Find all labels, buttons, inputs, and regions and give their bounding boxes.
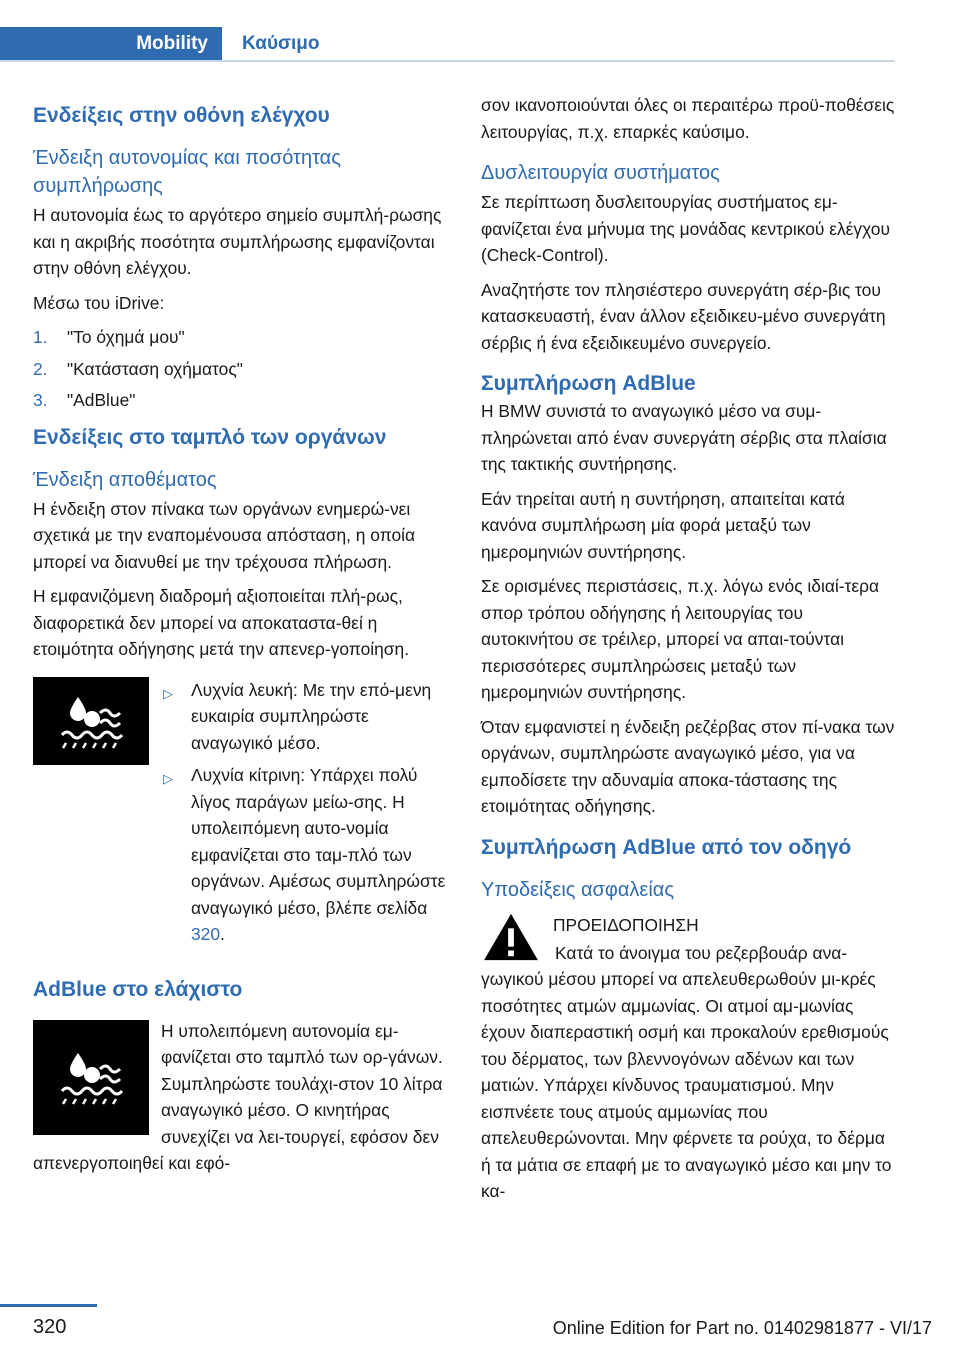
heading-malfunction: Δυσλειτουργία συστήματος [481, 162, 720, 184]
text-idrive: Μέσω του iDrive: [33, 292, 165, 313]
adblue-warning-lamp-icon [33, 677, 149, 765]
text-refill-3: Σε ορισμένες περιστάσεις, π.χ. λόγω ενός ιδιαί-τερα σπορ τρόπου οδήγησης ή λειτουργίας του αυτοκινήτου σε τρέιλερ, μπορεί να απαι-τούνται περισσότερες συμπληρώσεις μεταξύ των ημερομηνιών συντήρησης. [481, 576, 880, 702]
heading-tank: Ένδειξη αποθέματος [33, 468, 217, 491]
text-tank-2: Η εμφανιζόμενη διαδρομή αξιοποιείται πλή-ρως, διαφορετικά δεν μπορεί να αποκαταστα-θεί η ετοιμότητα οδήγησης μετά την απενερ-γοποίηση. [33, 586, 410, 659]
text-malf-2: Αναζητήστε τον πλησιέστερο συνεργάτη σέρ-βις του κατασκευαστή, έναν άλλον εξειδικευ-μένο συνεργάτη σέρβις ή ένα εξειδικευμένο συνεργείο. [481, 279, 886, 353]
edition-footer: Online Edition for Part no. 01402981877 - VI/17 [552, 1318, 932, 1338]
warning-title: ΠΡΟΕΙΔΟΠΟΙΗΣΗ [553, 914, 699, 935]
tab-fuel[interactable]: Καύσιμο [242, 33, 320, 54]
text-refill-2: Εάν τηρείται αυτή η συντήρηση, απαιτείται κατά κανόνα συμπλήρωση μία φορά μεταξύ των ημερομηνιών συντήρησης. [481, 488, 845, 562]
text-refill-4: Όταν εμφανιστεί η ένδειξη ρεζέρβας στον πί-νακα των οργάνων, συμπληρώστε αναγωγικό μέσο, για να εμποδίσετε την αδυναμία αποκα-τάστασης της ετοιμότητας οδήγησης. [481, 716, 895, 816]
min-block [33, 1018, 453, 1185]
warning-triangle-icon [481, 912, 541, 962]
text-range: Η αυτονομία έως το αργότερο σημείο συμπλή-ρωσης και η ακριβής ποσότητα συμπλήρωσης εμφανίζονται στην οθόνη ελέγχου. [33, 205, 442, 278]
text-refill-1: Η BMW συνιστά το αναγωγικό μέσο να συμ-πληρώνεται από έναν συνεργάτη σέρβις στα πλαίσια της τακτικής συντήρησης. [481, 401, 887, 474]
list-item: 1. "Το όχημά μου" [33, 327, 185, 347]
text-min: Η υπολειπόμενη αυτονομία εμ-φανίζεται στο ταμπλό των ορ-γάνων. Συμπληρώστε τουλάχι-στον 10 λίτρα αναγωγικό μέσο. Ο κινητήρας συνεχίζει να λει-τουργεί, εφόσον δεν απενεργοποιηθεί και εφό- [33, 1020, 443, 1173]
triangle-bullet-icon: ▷ [163, 771, 173, 786]
text-continued: σον ικανοποιούνται όλες οι περαιτέρω προϋ-ποθέσεις λειτουργίας, π.χ. επαρκές καύσιμο. [481, 95, 895, 142]
heading-driver: Συμπλήρωση AdBlue από τον οδηγό [481, 835, 852, 859]
heading-min: AdBlue στο ελάχιστο [33, 977, 243, 1001]
list-item: ▷ Λυχνία λευκή: Με την επό-μενη ευκαιρία συμπληρώστε αναγωγικό μέσο. [163, 677, 453, 757]
heading-safety: Υποδείξεις ασφαλείας [481, 878, 674, 901]
warning-text: Κατά το άνοιγμα του ρεζερβουάρ ανα-γωγικού μέσου μπορεί να απελευθερωθούν μι-κρές ποσότητες ατμών αμμωνίας. Οι ατμοί αμ-μωνίας έχουν διαπεραστική οσμή και προκαλούν ερεθισμούς του δέρματος, των βλεννογόνων αδένων και των ματιών. Υπάρχει κίνδυνος τραυματισμού. Μην εισπνέετε τους ατμούς αμμωνίας που απελευθερώνονται. Μην φέρνετε τα ρούχα, το δέρμα ή τα μάτια σε επαφή με το αναγωγικό μέσο και μην το κα- [481, 942, 892, 1201]
list-item: 3. "AdBlue" [33, 390, 136, 410]
list-item: 2. "Κατάσταση οχήματος" [33, 358, 243, 379]
page-number-bar [0, 1304, 97, 1307]
heading-instrument: Ενδείξεις στο ταμπλό των οργάνων [33, 425, 387, 449]
heading-range: Ένδειξη αυτονομίας και ποσότητας συμπλήρωσης [33, 147, 341, 197]
lamp-info [33, 677, 453, 954]
right-column [481, 92, 899, 1213]
page-number: 320 [33, 1316, 67, 1338]
text-tank-1: Η ένδειξη στον πίνακα των οργάνων ενημερώ-νει σχετικά με την εναπομένουσα απόσταση, η οποία μπορεί να διανυθεί με την τρέχουσα πλήρωση. [33, 498, 416, 572]
triangle-bullet-icon: ▷ [163, 685, 173, 701]
text-malf-1: Σε περίπτωση δυσλειτουργίας συστήματος εμ-φανίζεται ένα μήνυμα της μονάδας κεντρικού ελέγχου (Check-Control). [481, 192, 890, 265]
left-column [33, 92, 453, 1185]
header-divider [0, 60, 895, 62]
idrive-steps [33, 324, 453, 414]
heading-refill: Συμπλήρωση AdBlue [481, 372, 696, 395]
page-link[interactable]: 320 [191, 924, 221, 944]
adblue-warning-lamp-icon [33, 1020, 149, 1135]
list-item: ▷ Λυχνία κίτρινη: Υπάρχει πολύ λίγος παράγων μείω-σης. Η υπολειπόμενη αυτο-νομία εμφανίζεται στο ταμ-πλό των οργάνων. Αμέσως συμπληρώστε αναγωγικό μέσο, βλέπε σελίδα 320. [163, 762, 453, 948]
heading-display: Ενδείξεις στην οθόνη ελέγχου [33, 104, 330, 127]
tab-mobility[interactable]: Mobility [0, 27, 222, 61]
